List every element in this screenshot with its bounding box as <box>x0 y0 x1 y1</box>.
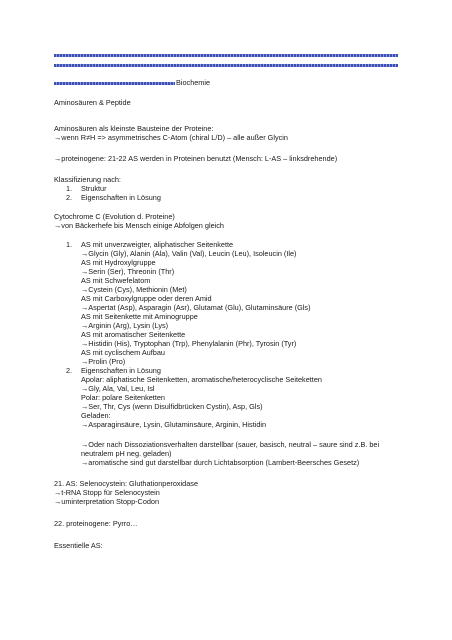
decorative-rule-top <box>54 54 398 57</box>
klass-item-1: Struktur <box>81 184 107 193</box>
section-1-number: 1. <box>66 240 73 249</box>
decorative-rule-second <box>54 64 398 67</box>
section-2-line: →Asparaginsäure, Lysin, Glutaminsäure, Arginin, Histidin <box>81 420 267 429</box>
section-2-note: →aromatische sind gut darstellbar durch Lichtabsorption (Lambert-Beersches Gesetz) <box>81 458 360 467</box>
section-1-line: AS mit cyclischem Aufbau <box>81 348 165 357</box>
section-1-line: →Histidin (His), Tryptophan (Trp), Phenylalanin (Phr), Tyrosin (Tyr) <box>81 339 297 348</box>
section-1-line: AS mit Carboxylgruppe oder deren Amid <box>81 294 212 303</box>
section-2-line: →Ser, Thr, Cys (wenn Disulfidbrücken Cystin), Asp, Gls) <box>81 402 263 411</box>
topic-heading: Aminosäuren & Peptide <box>54 98 131 107</box>
section-2-line: Apolar: aliphatische Seitenketten, aromatische/heterocyclische Seiteketten <box>81 375 322 384</box>
section-2-line: Polar: polare Seitenketten <box>81 393 165 402</box>
section-1-line: AS mit Schwefelatom <box>81 276 151 285</box>
section-1-line: →Aspertat (Asp), Asparagin (Asr), Glutamat (Glu), Glutaminsäure (Gls) <box>81 303 311 312</box>
section-1-line: →Prolin (Pro) <box>81 357 126 366</box>
proteinogen-line: →proteinogene: 21-22 AS werden in Proteinen benutzt (Mensch: L-AS – linksdrehende) <box>54 154 338 163</box>
klass-title: Klassifizierung nach: <box>54 175 121 184</box>
cyto-arrow: →von Bäckerhefe bis Mensch einige Abfolgen gleich <box>54 221 224 230</box>
cyto-title: Cytochrome C (Evolution d. Proteine) <box>54 212 175 221</box>
section-1-line: AS mit Seitenkette mit Aminogruppe <box>81 312 198 321</box>
document-title: Biochemie <box>176 78 211 87</box>
section-1-line: AS mit Hydroxylgruppe <box>81 258 156 267</box>
section-1-line: →Glycin (Gly), Alanin (Ala), Valin (Val), Leucin (Leu), Isoleucin (Ile) <box>81 249 297 258</box>
as22-line: 22. proteinogene: Pyrro… <box>54 519 138 528</box>
section-1-line: →Arginin (Arg), Lysin (Lys) <box>81 321 169 330</box>
section-2-line: Geladen: <box>81 411 111 420</box>
section-1-line: →Cystein (Cys), Methionin (Met) <box>81 285 187 294</box>
as21-line: →t-RNA Stopp für Selenocystein <box>54 488 160 497</box>
as21-line: →uminterpretation Stopp-Codon <box>54 497 160 506</box>
intro-arrow: →wenn R≠H => asymmetrisches C-Atom (chiral L/D) – alle außer Glycin <box>54 133 288 142</box>
section-2-note: neutralem pH neg. geladen) <box>81 449 172 458</box>
section-2-note: →Oder nach Dissoziationsverhalten darstellbar (sauer, basisch, neutral – saure sind z.B. bei <box>81 440 380 449</box>
decorative-rule-short <box>54 82 175 85</box>
klass-num-2: 2. <box>66 193 73 202</box>
section-1-line: →Serin (Ser), Threonin (Thr) <box>81 267 175 276</box>
section-2-number: 2. <box>66 366 73 375</box>
klass-item-2: Eigenschaften in Lösung <box>81 193 161 202</box>
section-2-title: Eigenschaften in Lösung <box>81 366 161 375</box>
section-1-title: AS mit unverzweigter, aliphatischer Seitenkette <box>81 240 234 249</box>
essentielle-heading: Essentielle AS: <box>54 541 103 550</box>
section-2-line: →Gly, Ala, Val, Leu, Isl <box>81 384 155 393</box>
as21-title: 21. AS: Selenocystein: Gluthationperoxidase <box>54 479 199 488</box>
section-1-line: AS mit aromatischer Seitenkette <box>81 330 186 339</box>
intro-title: Aminosäuren als kleinste Bausteine der Proteine: <box>54 124 214 133</box>
klass-num-1: 1. <box>66 184 73 193</box>
